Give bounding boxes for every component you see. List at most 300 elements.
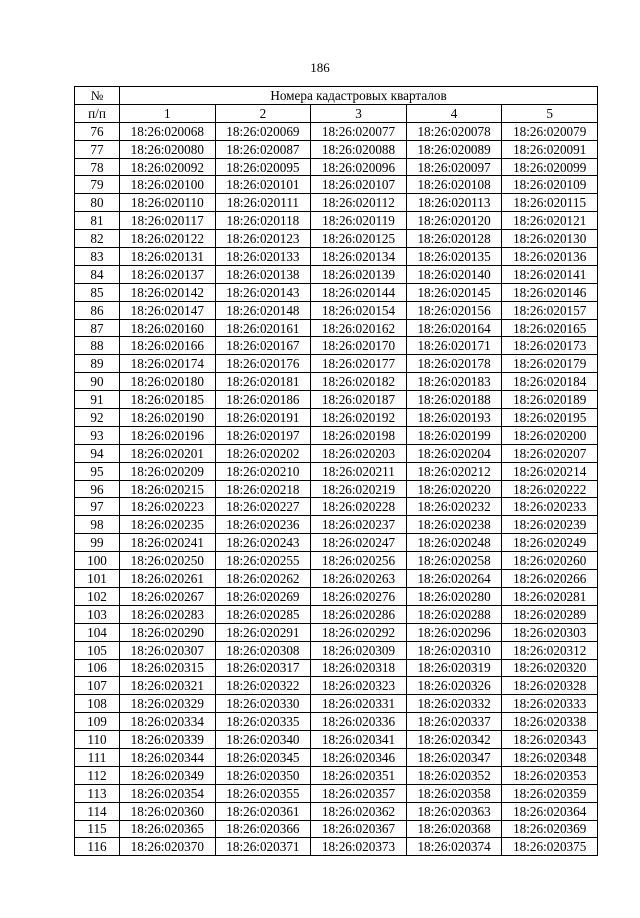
cadastral-quarter-cell: 18:26:020340 xyxy=(215,731,311,749)
cadastral-quarter-cell: 18:26:020112 xyxy=(311,194,407,212)
cadastral-quarter-cell: 18:26:020362 xyxy=(311,802,407,820)
row-number: 102 xyxy=(75,587,120,605)
cadastral-quarter-cell: 18:26:020281 xyxy=(502,587,598,605)
row-number: 98 xyxy=(75,516,120,534)
cadastral-quarter-cell: 18:26:020261 xyxy=(120,570,216,588)
cadastral-quarter-cell: 18:26:020091 xyxy=(502,140,598,158)
header-row-bottom xyxy=(75,104,598,122)
cadastral-quarter-cell: 18:26:020290 xyxy=(120,623,216,641)
cadastral-quarter-cell: 18:26:020130 xyxy=(502,230,598,248)
cadastral-quarter-cell: 18:26:020375 xyxy=(502,838,598,856)
cadastral-quarter-cell: 18:26:020250 xyxy=(120,552,216,570)
cadastral-quarter-cell: 18:26:020187 xyxy=(311,391,407,409)
cadastral-quarter-cell: 18:26:020260 xyxy=(502,552,598,570)
cadastral-quarter-cell: 18:26:020371 xyxy=(215,838,311,856)
row-number: 110 xyxy=(75,731,120,749)
cadastral-quarter-cell: 18:26:020335 xyxy=(215,713,311,731)
cadastral-quarter-cell: 18:26:020341 xyxy=(311,731,407,749)
cadastral-quarter-cell: 18:26:020204 xyxy=(406,444,502,462)
cadastral-quarter-cell: 18:26:020303 xyxy=(502,623,598,641)
cadastral-quarter-cell: 18:26:020209 xyxy=(120,462,216,480)
table-row xyxy=(75,230,598,248)
cadastral-quarter-cell: 18:26:020248 xyxy=(406,534,502,552)
row-number: 87 xyxy=(75,319,120,337)
table-row xyxy=(75,480,598,498)
table-row xyxy=(75,766,598,784)
table-row xyxy=(75,748,598,766)
row-number: 91 xyxy=(75,391,120,409)
cadastral-quarter-cell: 18:26:020196 xyxy=(120,426,216,444)
cadastral-quarter-cell: 18:26:020373 xyxy=(311,838,407,856)
row-number: 82 xyxy=(75,230,120,248)
cadastral-quarter-cell: 18:26:020336 xyxy=(311,713,407,731)
row-number: 108 xyxy=(75,695,120,713)
row-number: 94 xyxy=(75,444,120,462)
cadastral-quarter-cell: 18:26:020138 xyxy=(215,265,311,283)
cadastral-quarter-cell: 18:26:020095 xyxy=(215,158,311,176)
cadastral-quarter-cell: 18:26:020202 xyxy=(215,444,311,462)
cadastral-quarter-cell: 18:26:020309 xyxy=(311,641,407,659)
cadastral-quarter-cell: 18:26:020237 xyxy=(311,516,407,534)
cadastral-quarter-cell: 18:26:020139 xyxy=(311,265,407,283)
cadastral-quarter-cell: 18:26:020199 xyxy=(406,426,502,444)
cadastral-quarter-cell: 18:26:020115 xyxy=(502,194,598,212)
page-number: 186 xyxy=(310,60,330,75)
cadastral-quarter-cell: 18:26:020144 xyxy=(311,283,407,301)
cadastral-quarter-cell: 18:26:020351 xyxy=(311,766,407,784)
header-group-title: Номера кадастровых кварталов xyxy=(120,87,598,105)
cadastral-quarter-cell: 18:26:020354 xyxy=(120,784,216,802)
table-row xyxy=(75,659,598,677)
cadastral-quarter-cell: 18:26:020223 xyxy=(120,498,216,516)
cadastral-quarter-cell: 18:26:020097 xyxy=(406,158,502,176)
cadastral-quarter-cell: 18:26:020249 xyxy=(502,534,598,552)
header-col-5: 5 xyxy=(502,104,598,122)
cadastral-quarter-cell: 18:26:020317 xyxy=(215,659,311,677)
cadastral-quarter-cell: 18:26:020203 xyxy=(311,444,407,462)
cadastral-quarter-cell: 18:26:020167 xyxy=(215,337,311,355)
table-row xyxy=(75,337,598,355)
table-row xyxy=(75,444,598,462)
cadastral-quarter-cell: 18:26:020134 xyxy=(311,248,407,266)
row-number: 103 xyxy=(75,605,120,623)
cadastral-quarter-cell: 18:26:020255 xyxy=(215,552,311,570)
cadastral-quarter-cell: 18:26:020286 xyxy=(311,605,407,623)
cadastral-quarter-cell: 18:26:020183 xyxy=(406,373,502,391)
cadastral-quarter-cell: 18:26:020331 xyxy=(311,695,407,713)
cadastral-quarter-cell: 18:26:020171 xyxy=(406,337,502,355)
table-row xyxy=(75,552,598,570)
cadastral-quarter-cell: 18:26:020165 xyxy=(502,319,598,337)
row-number: 111 xyxy=(75,748,120,766)
table-row xyxy=(75,534,598,552)
row-number: 85 xyxy=(75,283,120,301)
cadastral-quarter-cell: 18:26:020368 xyxy=(406,820,502,838)
table-row xyxy=(75,301,598,319)
row-number: 99 xyxy=(75,534,120,552)
header-col-3: 3 xyxy=(311,104,407,122)
cadastral-quarter-cell: 18:26:020348 xyxy=(502,748,598,766)
cadastral-quarter-cell: 18:26:020079 xyxy=(502,122,598,140)
cadastral-quarter-cell: 18:26:020329 xyxy=(120,695,216,713)
table-row xyxy=(75,176,598,194)
row-number: 114 xyxy=(75,802,120,820)
table-row xyxy=(75,516,598,534)
cadastral-quarter-cell: 18:26:020135 xyxy=(406,248,502,266)
row-number: 78 xyxy=(75,158,120,176)
row-number: 77 xyxy=(75,140,120,158)
row-number: 88 xyxy=(75,337,120,355)
cadastral-quarter-cell: 18:26:020321 xyxy=(120,677,216,695)
cadastral-quarter-cell: 18:26:020374 xyxy=(406,838,502,856)
cadastral-quarter-cell: 18:26:020285 xyxy=(215,605,311,623)
cadastral-quarter-cell: 18:26:020166 xyxy=(120,337,216,355)
cadastral-quarter-cell: 18:26:020320 xyxy=(502,659,598,677)
row-number: 115 xyxy=(75,820,120,838)
cadastral-quarter-cell: 18:26:020233 xyxy=(502,498,598,516)
cadastral-quarter-cell: 18:26:020069 xyxy=(215,122,311,140)
table-row xyxy=(75,212,598,230)
cadastral-quarter-cell: 18:26:020192 xyxy=(311,409,407,427)
cadastral-quarter-cell: 18:26:020247 xyxy=(311,534,407,552)
cadastral-quarter-cell: 18:26:020347 xyxy=(406,748,502,766)
cadastral-quarter-cell: 18:26:020092 xyxy=(120,158,216,176)
table-row xyxy=(75,784,598,802)
cadastral-quarter-cell: 18:26:020289 xyxy=(502,605,598,623)
cadastral-quarter-cell: 18:26:020148 xyxy=(215,301,311,319)
cadastral-quarter-cell: 18:26:020141 xyxy=(502,265,598,283)
cadastral-quarter-cell: 18:26:020357 xyxy=(311,784,407,802)
cadastral-quarter-cell: 18:26:020207 xyxy=(502,444,598,462)
cadastral-quarter-cell: 18:26:020308 xyxy=(215,641,311,659)
cadastral-quarter-cell: 18:26:020162 xyxy=(311,319,407,337)
cadastral-quarter-cell: 18:26:020109 xyxy=(502,176,598,194)
cadastral-quarter-cell: 18:26:020369 xyxy=(502,820,598,838)
cadastral-quarter-cell: 18:26:020110 xyxy=(120,194,216,212)
header-num-top: № xyxy=(75,87,120,105)
cadastral-quarter-cell: 18:26:020326 xyxy=(406,677,502,695)
row-number: 116 xyxy=(75,838,120,856)
table-row xyxy=(75,820,598,838)
cadastral-quarter-cell: 18:26:020310 xyxy=(406,641,502,659)
cadastral-quarter-cell: 18:26:020119 xyxy=(311,212,407,230)
cadastral-quarter-cell: 18:26:020262 xyxy=(215,570,311,588)
cadastral-quarters-table xyxy=(74,86,598,856)
cadastral-quarter-cell: 18:26:020185 xyxy=(120,391,216,409)
table-row xyxy=(75,605,598,623)
row-number: 109 xyxy=(75,713,120,731)
cadastral-quarter-cell: 18:26:020156 xyxy=(406,301,502,319)
cadastral-quarter-cell: 18:26:020288 xyxy=(406,605,502,623)
table-row xyxy=(75,391,598,409)
cadastral-quarter-cell: 18:26:020078 xyxy=(406,122,502,140)
row-number: 92 xyxy=(75,409,120,427)
row-number: 81 xyxy=(75,212,120,230)
cadastral-quarter-cell: 18:26:020147 xyxy=(120,301,216,319)
cadastral-quarter-cell: 18:26:020118 xyxy=(215,212,311,230)
cadastral-quarter-cell: 18:26:020263 xyxy=(311,570,407,588)
cadastral-quarter-cell: 18:26:020363 xyxy=(406,802,502,820)
cadastral-quarter-cell: 18:26:020211 xyxy=(311,462,407,480)
header-num-bottom: п/п xyxy=(75,104,120,122)
cadastral-quarter-cell: 18:26:020319 xyxy=(406,659,502,677)
cadastral-quarter-cell: 18:26:020131 xyxy=(120,248,216,266)
cadastral-quarter-cell: 18:26:020235 xyxy=(120,516,216,534)
cadastral-quarter-cell: 18:26:020342 xyxy=(406,731,502,749)
table-row xyxy=(75,838,598,856)
cadastral-quarter-cell: 18:26:020349 xyxy=(120,766,216,784)
cadastral-quarter-cell: 18:26:020227 xyxy=(215,498,311,516)
row-number: 112 xyxy=(75,766,120,784)
row-number: 90 xyxy=(75,373,120,391)
row-number: 84 xyxy=(75,265,120,283)
cadastral-quarter-cell: 18:26:020077 xyxy=(311,122,407,140)
header-col-2: 2 xyxy=(215,104,311,122)
cadastral-quarter-cell: 18:26:020189 xyxy=(502,391,598,409)
row-number: 97 xyxy=(75,498,120,516)
row-number: 100 xyxy=(75,552,120,570)
cadastral-quarter-cell: 18:26:020243 xyxy=(215,534,311,552)
header-col-1: 1 xyxy=(120,104,216,122)
cadastral-quarter-cell: 18:26:020339 xyxy=(120,731,216,749)
cadastral-quarter-cell: 18:26:020181 xyxy=(215,373,311,391)
cadastral-quarter-cell: 18:26:020345 xyxy=(215,748,311,766)
row-number: 76 xyxy=(75,122,120,140)
table-row xyxy=(75,570,598,588)
cadastral-quarter-cell: 18:26:020358 xyxy=(406,784,502,802)
cadastral-quarter-cell: 18:26:020184 xyxy=(502,373,598,391)
cadastral-quarter-cell: 18:26:020142 xyxy=(120,283,216,301)
table-row xyxy=(75,248,598,266)
row-number: 96 xyxy=(75,480,120,498)
cadastral-quarter-cell: 18:26:020355 xyxy=(215,784,311,802)
cadastral-quarter-cell: 18:26:020113 xyxy=(406,194,502,212)
cadastral-quarter-cell: 18:26:020146 xyxy=(502,283,598,301)
cadastral-quarter-cell: 18:26:020136 xyxy=(502,248,598,266)
cadastral-quarter-cell: 18:26:020193 xyxy=(406,409,502,427)
cadastral-quarter-cell: 18:26:020312 xyxy=(502,641,598,659)
cadastral-quarter-cell: 18:26:020176 xyxy=(215,355,311,373)
table-row xyxy=(75,122,598,140)
table-row xyxy=(75,462,598,480)
cadastral-quarter-cell: 18:26:020143 xyxy=(215,283,311,301)
row-number: 107 xyxy=(75,677,120,695)
cadastral-quarter-cell: 18:26:020366 xyxy=(215,820,311,838)
table-row xyxy=(75,731,598,749)
cadastral-quarter-cell: 18:26:020111 xyxy=(215,194,311,212)
cadastral-quarter-cell: 18:26:020107 xyxy=(311,176,407,194)
cadastral-quarter-cell: 18:26:020212 xyxy=(406,462,502,480)
cadastral-quarter-cell: 18:26:020338 xyxy=(502,713,598,731)
cadastral-quarter-cell: 18:26:020269 xyxy=(215,587,311,605)
cadastral-quarter-cell: 18:26:020218 xyxy=(215,480,311,498)
cadastral-quarter-cell: 18:26:020241 xyxy=(120,534,216,552)
cadastral-quarter-cell: 18:26:020123 xyxy=(215,230,311,248)
cadastral-quarter-cell: 18:26:020280 xyxy=(406,587,502,605)
header-row-top xyxy=(75,87,598,105)
cadastral-quarter-cell: 18:26:020170 xyxy=(311,337,407,355)
cadastral-quarter-cell: 18:26:020174 xyxy=(120,355,216,373)
cadastral-quarter-cell: 18:26:020365 xyxy=(120,820,216,838)
cadastral-quarter-cell: 18:26:020343 xyxy=(502,731,598,749)
cadastral-quarter-cell: 18:26:020367 xyxy=(311,820,407,838)
cadastral-quarter-cell: 18:26:020145 xyxy=(406,283,502,301)
cadastral-quarter-cell: 18:26:020087 xyxy=(215,140,311,158)
cadastral-quarter-cell: 18:26:020178 xyxy=(406,355,502,373)
table-body xyxy=(75,122,598,856)
cadastral-quarter-cell: 18:26:020292 xyxy=(311,623,407,641)
table-row xyxy=(75,283,598,301)
cadastral-quarter-cell: 18:26:020333 xyxy=(502,695,598,713)
table-row xyxy=(75,641,598,659)
cadastral-quarter-cell: 18:26:020359 xyxy=(502,784,598,802)
table-row xyxy=(75,355,598,373)
cadastral-quarter-cell: 18:26:020210 xyxy=(215,462,311,480)
cadastral-quarter-cell: 18:26:020267 xyxy=(120,587,216,605)
cadastral-quarter-cell: 18:26:020182 xyxy=(311,373,407,391)
cadastral-quarter-cell: 18:26:020328 xyxy=(502,677,598,695)
cadastral-quarter-cell: 18:26:020214 xyxy=(502,462,598,480)
cadastral-quarter-cell: 18:26:020117 xyxy=(120,212,216,230)
cadastral-quarter-cell: 18:26:020186 xyxy=(215,391,311,409)
table-row xyxy=(75,623,598,641)
cadastral-quarter-cell: 18:26:020219 xyxy=(311,480,407,498)
table-row xyxy=(75,677,598,695)
row-number: 93 xyxy=(75,426,120,444)
cadastral-quarter-cell: 18:26:020201 xyxy=(120,444,216,462)
cadastral-quarter-cell: 18:26:020164 xyxy=(406,319,502,337)
cadastral-quarter-cell: 18:26:020291 xyxy=(215,623,311,641)
cadastral-quarter-cell: 18:26:020180 xyxy=(120,373,216,391)
cadastral-quarter-cell: 18:26:020088 xyxy=(311,140,407,158)
cadastral-quarter-cell: 18:26:020370 xyxy=(120,838,216,856)
cadastral-quarter-cell: 18:26:020256 xyxy=(311,552,407,570)
cadastral-quarter-cell: 18:26:020276 xyxy=(311,587,407,605)
cadastral-quarter-cell: 18:26:020080 xyxy=(120,140,216,158)
cadastral-quarter-cell: 18:26:020191 xyxy=(215,409,311,427)
row-number: 86 xyxy=(75,301,120,319)
cadastral-quarter-cell: 18:26:020215 xyxy=(120,480,216,498)
cadastral-quarter-cell: 18:26:020068 xyxy=(120,122,216,140)
cadastral-quarter-cell: 18:26:020350 xyxy=(215,766,311,784)
cadastral-quarter-cell: 18:26:020200 xyxy=(502,426,598,444)
cadastral-quarter-cell: 18:26:020190 xyxy=(120,409,216,427)
cadastral-quarter-cell: 18:26:020332 xyxy=(406,695,502,713)
cadastral-quarter-cell: 18:26:020323 xyxy=(311,677,407,695)
cadastral-quarter-cell: 18:26:020195 xyxy=(502,409,598,427)
cadastral-quarter-cell: 18:26:020296 xyxy=(406,623,502,641)
row-number: 89 xyxy=(75,355,120,373)
cadastral-quarter-cell: 18:26:020101 xyxy=(215,176,311,194)
cadastral-quarter-cell: 18:26:020307 xyxy=(120,641,216,659)
row-number: 101 xyxy=(75,570,120,588)
cadastral-quarter-cell: 18:26:020283 xyxy=(120,605,216,623)
cadastral-quarter-cell: 18:26:020220 xyxy=(406,480,502,498)
row-number: 79 xyxy=(75,176,120,194)
table-row xyxy=(75,373,598,391)
table-row xyxy=(75,587,598,605)
row-number: 80 xyxy=(75,194,120,212)
row-number: 95 xyxy=(75,462,120,480)
cadastral-quarter-cell: 18:26:020264 xyxy=(406,570,502,588)
cadastral-quarter-cell: 18:26:020258 xyxy=(406,552,502,570)
cadastral-quarter-cell: 18:26:020238 xyxy=(406,516,502,534)
cadastral-quarter-cell: 18:26:020154 xyxy=(311,301,407,319)
row-number: 106 xyxy=(75,659,120,677)
cadastral-quarter-cell: 18:26:020198 xyxy=(311,426,407,444)
header-col-4: 4 xyxy=(406,104,502,122)
cadastral-quarter-cell: 18:26:020128 xyxy=(406,230,502,248)
row-number: 113 xyxy=(75,784,120,802)
table-row xyxy=(75,319,598,337)
table-row xyxy=(75,695,598,713)
cadastral-quarter-cell: 18:26:020352 xyxy=(406,766,502,784)
cadastral-quarter-cell: 18:26:020137 xyxy=(120,265,216,283)
table-row xyxy=(75,140,598,158)
cadastral-quarter-cell: 18:26:020108 xyxy=(406,176,502,194)
cadastral-quarter-cell: 18:26:020099 xyxy=(502,158,598,176)
table-row xyxy=(75,265,598,283)
cadastral-quarter-cell: 18:26:020222 xyxy=(502,480,598,498)
cadastral-quarter-cell: 18:26:020177 xyxy=(311,355,407,373)
cadastral-quarter-cell: 18:26:020330 xyxy=(215,695,311,713)
table-row xyxy=(75,713,598,731)
cadastral-quarter-cell: 18:26:020179 xyxy=(502,355,598,373)
row-number: 83 xyxy=(75,248,120,266)
table-row xyxy=(75,409,598,427)
cadastral-quarter-cell: 18:26:020334 xyxy=(120,713,216,731)
cadastral-quarter-cell: 18:26:020188 xyxy=(406,391,502,409)
cadastral-quarter-cell: 18:26:020125 xyxy=(311,230,407,248)
cadastral-quarter-cell: 18:26:020236 xyxy=(215,516,311,534)
cadastral-quarter-cell: 18:26:020140 xyxy=(406,265,502,283)
cadastral-quarter-cell: 18:26:020157 xyxy=(502,301,598,319)
cadastral-quarter-cell: 18:26:020096 xyxy=(311,158,407,176)
table-row xyxy=(75,802,598,820)
cadastral-quarter-cell: 18:26:020173 xyxy=(502,337,598,355)
cadastral-quarter-cell: 18:26:020133 xyxy=(215,248,311,266)
cadastral-quarter-cell: 18:26:020089 xyxy=(406,140,502,158)
cadastral-quarter-cell: 18:26:020120 xyxy=(406,212,502,230)
cadastral-quarter-cell: 18:26:020100 xyxy=(120,176,216,194)
row-number: 104 xyxy=(75,623,120,641)
cadastral-quarter-cell: 18:26:020322 xyxy=(215,677,311,695)
cadastral-quarter-cell: 18:26:020228 xyxy=(311,498,407,516)
cadastral-quarter-cell: 18:26:020318 xyxy=(311,659,407,677)
cadastral-quarter-cell: 18:26:020360 xyxy=(120,802,216,820)
table-row xyxy=(75,158,598,176)
cadastral-quarter-cell: 18:26:020266 xyxy=(502,570,598,588)
cadastral-quarter-cell: 18:26:020353 xyxy=(502,766,598,784)
row-number: 105 xyxy=(75,641,120,659)
cadastral-quarter-cell: 18:26:020364 xyxy=(502,802,598,820)
cadastral-quarter-cell: 18:26:020361 xyxy=(215,802,311,820)
cadastral-quarter-cell: 18:26:020197 xyxy=(215,426,311,444)
table-row xyxy=(75,194,598,212)
table-row xyxy=(75,498,598,516)
cadastral-quarter-cell: 18:26:020344 xyxy=(120,748,216,766)
cadastral-quarter-cell: 18:26:020337 xyxy=(406,713,502,731)
cadastral-quarter-cell: 18:26:020160 xyxy=(120,319,216,337)
cadastral-quarter-cell: 18:26:020122 xyxy=(120,230,216,248)
table-row xyxy=(75,426,598,444)
cadastral-quarter-cell: 18:26:020346 xyxy=(311,748,407,766)
cadastral-quarter-cell: 18:26:020161 xyxy=(215,319,311,337)
cadastral-quarter-cell: 18:26:020121 xyxy=(502,212,598,230)
cadastral-quarter-cell: 18:26:020239 xyxy=(502,516,598,534)
cadastral-quarter-cell: 18:26:020315 xyxy=(120,659,216,677)
cadastral-quarter-cell: 18:26:020232 xyxy=(406,498,502,516)
